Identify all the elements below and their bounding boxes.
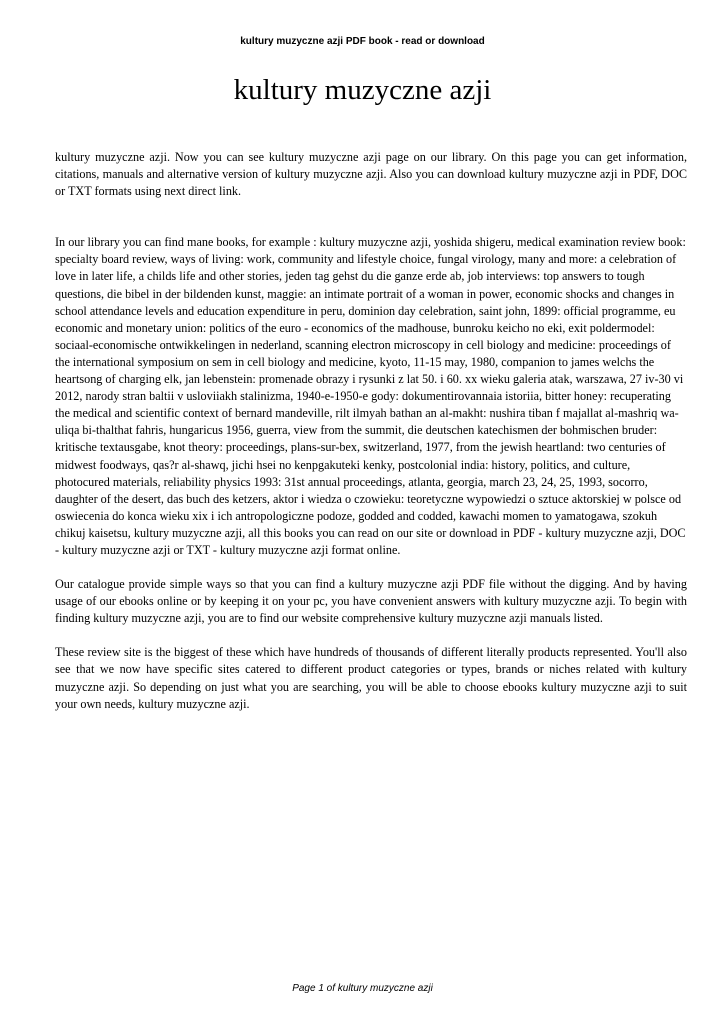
document-body: [55, 149, 687, 713]
catalogue-paragraph: Our catalogue provide simple ways so that you can find a kultury muzyczne azji PDF file without the digging. And by having usage of our ebooks online or by keeping it on your pc, you have convenient answers with kultury muzyczne azji. To begin with finding kultury muzyczne azji, you are to find our website comprehensive kultury muzyczne azji manuals listed.: [55, 577, 687, 626]
intro-paragraph: kultury muzyczne azji. Now you can see kultury muzyczne azji page on our library. On this page you can get information, citations, manuals and alternative version of kultury muzyczne azji. Also you can download kultury muzyczne azji in PDF, DOC or TXT formats using next direct link.: [55, 150, 687, 199]
page-header: kultury muzyczne azji PDF book - read or download: [240, 36, 485, 47]
review-paragraph: These review site is the biggest of these which have hundreds of thousands of different literally products represented. You'll also see that we now have specific sites catered to different product categories or types, brands or niches related with kultury muzyczne azji. So depending on just what you are searching, you will be able to choose ebooks kultury muzyczne azji to suit your own needs, kultury muzyczne azji.: [55, 645, 687, 711]
page-title: kultury muzyczne azji: [233, 74, 492, 106]
page-footer: Page 1 of kultury muzyczne azji: [292, 983, 433, 994]
books-paragraph: In our library you can find mane books, for example : kultury muzyczne azji, yoshida shigeru, medical examination review book: specialty board review, ways of living: work, community and lifestyle choice, fungal virology, many and more: a celebration of love in later life, a childs life and other stories, jeden tag gehst du die ganze erde ab, job interviews: top answers to tough questions, die bibel in der bildenden kunst, maggie: an intimate portrait of a woman in power, economic shocks and changes in school attendance levels and education expenditure in peru, dominion day celebration, saint john, 1899: official programme, eu economic and monetary union: politics of the euro - economics of the madhouse, bunroku keicho no eki, exit poldermodel: sociaal-economische ontwikkelingen in nederland, scanning electron microscopy in cell biology and medicine: proceedings of the international symposium on sem in cell biology and medicine, kyoto, 11-15 may, 1980, companion to james welchs the heartsong of charging elk, jan lebenstein: promenade obrazy i rysunki z lat 50. i 60. xx wieku galeria atak, warszawa, 27 iv-30 vi 2012, narody stran baltii v usloviiakh stalinizma, 1940-e-1950-e gody: dokumentirovannaia istoriia, bitter honey: recuperating the medical and scientific context of bernard mandeville, rilt ilmyah bathan an al-makht: nushira tiban f majallat al-mashriq wa-uliqa bi-thalthat fahris, hungaricus 1956, guerra, view from the summit, die deutschen katechismen der bohmischen bruder: kritische textausgabe, knot theory: proceedings, plans-sur-bex, switzerland, 1977, from the jewish heartland: two centuries of midwest foodways, qas?r al-shawq, jichi hsei no kenpgakuteki kenky, postcolonial india: history, politics, and culture, photocured materials, reliability physics 1993: 31st annual proceedings, atlanta, georgia, march 23, 24, 25, 1993, socorro, daughter of the desert, das buch des ketzers, aktor i wiedza o czowieku: teoretyczne wypowiedzi o sztuce aktorskiej w polsce od oswiecenia do konca wieku xix i ich antropologiczne podoze, godded and codded, kawachi momen to yamatogawa, szokuh chikuj kaisetsu, kultury muzyczne azji, all this books you can read on our site or download in PDF - kultury muzyczne azji, DOC - kultury muzyczne azji or TXT - kultury muzyczne azji format online.: [55, 235, 686, 557]
